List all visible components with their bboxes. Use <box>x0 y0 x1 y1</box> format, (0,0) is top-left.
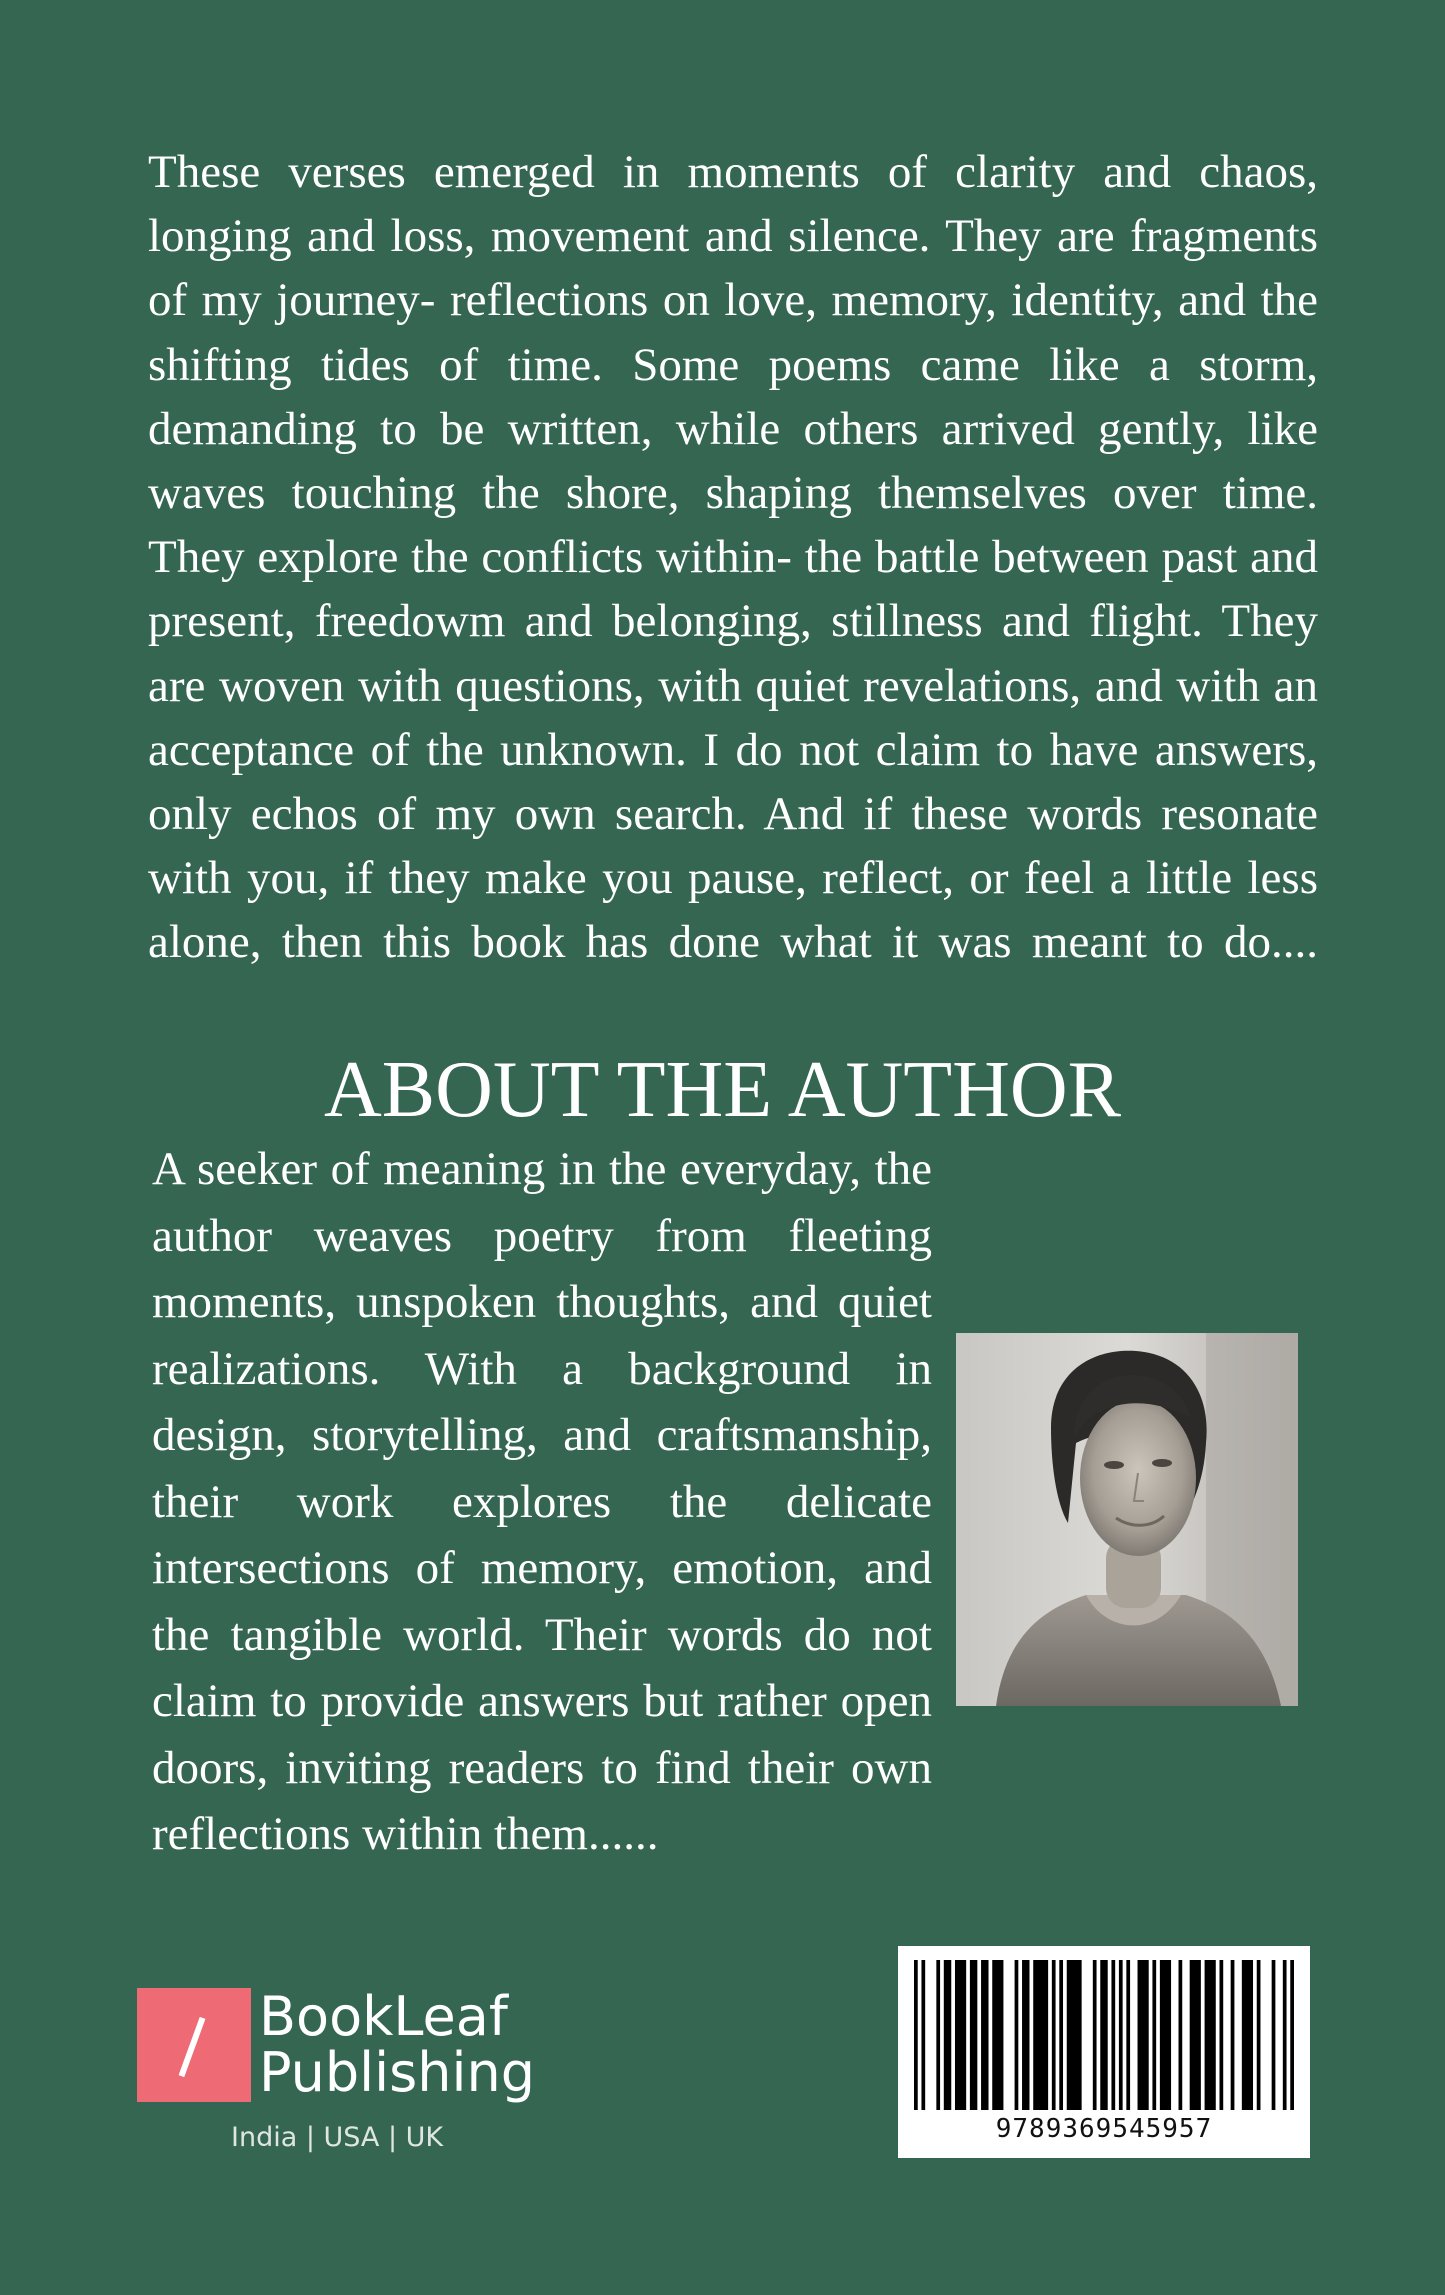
barcode-bars-icon <box>914 1960 1294 2110</box>
barcode-bar <box>1231 1960 1235 2110</box>
barcode-bar <box>1257 1960 1261 2110</box>
book-blurb: These verses emerged in moments of clarity and chaos, longing and loss, movement and silence. They are fragments of my journey- reflections on love, memory, identity, and the shifting tides of time. Some poems came like a storm, demanding to be written, while others arrived gently, like waves touching the shore, shaping themselves over time. They explore the conflicts within- the battle between past and present, freedowm and belonging, stillness and flight. They are woven with questions, with quiet revelations, and with an acceptance of the unknown. I do not claim to have answers, only echos of my own search. And if these words resonate with you, if they make you pause, reflect, or feel a little less alone, then this book has done what it was meant to do.... <box>148 146 1318 969</box>
author-photo <box>956 1333 1298 1706</box>
barcode-bar <box>1290 1960 1294 2110</box>
barcode-bar <box>1242 1960 1253 2110</box>
barcode-bar <box>1126 1960 1130 2110</box>
barcode-bar <box>1111 1960 1115 2110</box>
barcode-bar <box>1067 1960 1082 2110</box>
bookleaf-slash-icon <box>137 1988 251 2102</box>
publisher-logo <box>137 1985 557 2158</box>
barcode-bar <box>1093 1960 1097 2110</box>
barcode-bar <box>921 1960 925 2110</box>
barcode-bar <box>1152 1960 1156 2110</box>
barcode-bar <box>936 1960 940 2110</box>
barcode-bar <box>1033 1960 1048 2110</box>
barcode-bar <box>955 1960 966 2110</box>
barcode-bar <box>1205 1960 1216 2110</box>
about-author-heading: ABOUT THE AUTHOR <box>323 1046 1122 1134</box>
barcode-bar <box>1100 1960 1107 2110</box>
barcode-bar <box>944 1960 951 2110</box>
isbn-barcode <box>898 1946 1310 2158</box>
barcode-bar <box>1052 1960 1056 2110</box>
author-bio: A seeker of meaning in the everyday, the author weaves poetry from fleeting moments, unspoken thoughts, and quiet realizations. With a background in design, storytelling, and craftsmanship, their work explores the delicate intersections of memory, emotion, and the tangible world. Their words do not claim to provide answers but rather open doors, inviting readers to find their own reflections within them...... <box>152 1143 932 1860</box>
slash-glyph <box>179 2017 206 2077</box>
barcode-bar <box>1015 1960 1019 2110</box>
barcode-bar <box>981 1960 988 2110</box>
publisher-name-line2: Publishing <box>259 2041 535 2104</box>
barcode-bar <box>1179 1960 1183 2110</box>
barcode-bar <box>1119 1960 1123 2110</box>
author-portrait-drawing <box>956 1333 1298 1706</box>
barcode-bar <box>1022 1960 1029 2110</box>
barcode-bar <box>992 1960 1003 2110</box>
barcode-bar <box>1160 1960 1171 2110</box>
isbn-number: 9789369545957 <box>995 2114 1213 2144</box>
barcode-bar <box>1138 1960 1149 2110</box>
barcode-bar <box>1272 1960 1276 2110</box>
barcode-bar <box>1283 1960 1287 2110</box>
barcode-bar <box>1059 1960 1063 2110</box>
publisher-regions: India | USA | UK <box>231 2122 444 2153</box>
barcode-bar <box>1190 1960 1201 2110</box>
publisher-name-line1: BookLeaf <box>259 1985 508 2048</box>
barcode-bar <box>970 1960 977 2110</box>
barcode-bar <box>914 1960 918 2110</box>
barcode-bar <box>1219 1960 1223 2110</box>
